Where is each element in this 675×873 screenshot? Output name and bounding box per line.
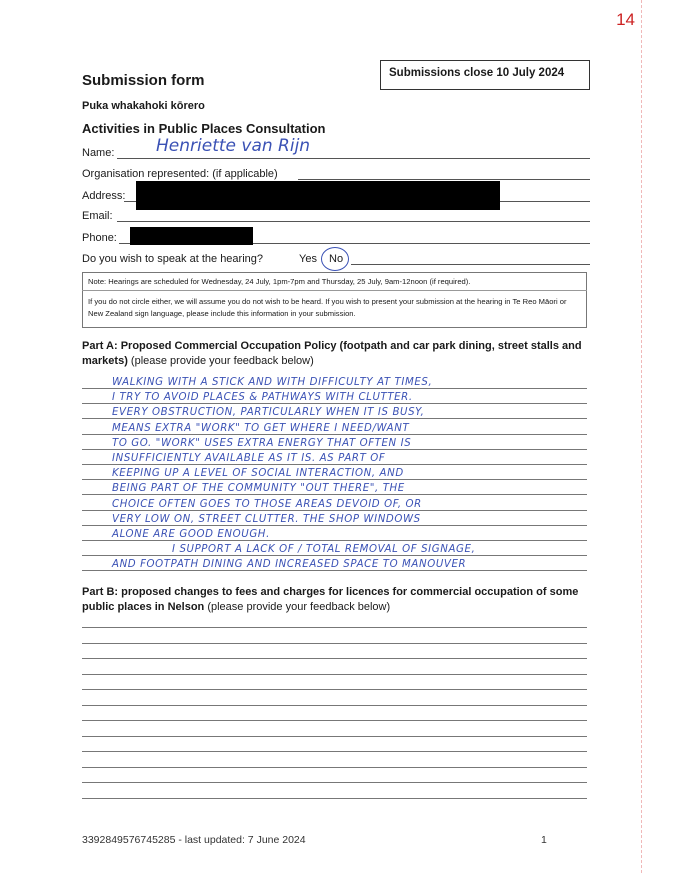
form-subtitle: Puka whakahoki kōrero: [82, 100, 205, 112]
name-value[interactable]: Henriette van Rijn: [156, 136, 311, 156]
email-label: Email:: [82, 210, 113, 222]
part-b-ruled-line[interactable]: [82, 674, 587, 675]
part-b-ruled-line[interactable]: [82, 705, 587, 706]
part-b-ruled-line[interactable]: [82, 736, 587, 737]
part-a-ruled-line: [82, 449, 587, 450]
no-circle-mark: [321, 247, 349, 271]
page-marker: 14: [616, 10, 635, 29]
part-b-ruled-line[interactable]: [82, 689, 587, 690]
part-b-heading-bold: Part B: proposed changes to fees and charges for licences for commercial occupation of some public places in Nelson: [82, 586, 579, 613]
part-a-handwritten-line: BEING PART OF THE COMMUNITY "OUT THERE", THE: [112, 483, 405, 495]
part-a-ruled-line: [82, 418, 587, 419]
part-a-ruled-line: [82, 494, 587, 495]
form-title: Submission form: [82, 72, 205, 89]
part-b-heading-rest: (please provide your feedback below): [204, 601, 391, 613]
part-a-handwritten-line: I TRY TO AVOID PLACES & PATHWAYS WITH CLUTTER.: [112, 392, 413, 404]
part-a-heading: [82, 339, 587, 369]
default-note: If you do not circle either, we will assume you do not wish to be heard. If you wish to present your submission at the hearing in Te Reo Māori or New Zealand sign language, please include this information in your submission.: [88, 297, 567, 318]
part-a-ruled-line: [82, 388, 587, 389]
page-edge: [641, 0, 642, 873]
phone-redaction: [130, 227, 253, 245]
note-divider: [82, 290, 587, 291]
part-a-handwritten-line: AND FOOTPATH DINING AND INCREASED SPACE TO MANOUVER: [112, 559, 467, 571]
footer-doc-ref: 3392849576745285 - last updated: 7 June 2024: [82, 834, 306, 846]
part-a-handwritten-line: ALONE ARE GOOD ENOUGH.: [112, 529, 270, 540]
speak-underline: [351, 264, 590, 265]
speak-label: Do you wish to speak at the hearing?: [82, 253, 264, 265]
name-label: Name:: [82, 147, 115, 159]
organisation-label: Organisation represented: (if applicable): [82, 168, 278, 180]
part-b-ruled-line[interactable]: [82, 720, 587, 721]
organisation-underline[interactable]: [298, 179, 590, 180]
part-b-ruled-line[interactable]: [82, 627, 587, 628]
part-a-handwritten-line: CHOICE OFTEN GOES TO THOSE AREAS DEVOID OF, OR: [112, 498, 422, 510]
part-a-ruled-line: [82, 525, 587, 526]
part-b-ruled-line[interactable]: [82, 767, 587, 768]
part-b-ruled-line[interactable]: [82, 798, 587, 799]
part-b-ruled-line[interactable]: [82, 751, 587, 752]
part-a-ruled-line: [82, 464, 587, 465]
part-a-ruled-line: [82, 434, 587, 435]
part-a-handwritten-line: MEANS EXTRA "WORK" TO GET WHERE I NEED/WANT: [112, 422, 410, 434]
part-b-ruled-line[interactable]: [82, 782, 587, 783]
part-a-handwritten-line: I SUPPORT A LACK OF / TOTAL REMOVAL OF SIGNAGE,: [172, 544, 476, 556]
part-a-heading-bold: Part A: Proposed Commercial Occupation Policy (footpath and car park dining, street stalls and markets): [82, 340, 582, 367]
part-a-handwritten-line: INSUFFICIENTLY AVAILABLE AS IT IS. AS PART OF: [112, 453, 386, 464]
part-b-ruled-line[interactable]: [82, 643, 587, 644]
deadline-box: Submissions close 10 July 2024: [380, 60, 590, 90]
part-a-ruled-line: [82, 510, 587, 511]
part-a-ruled-line: [82, 555, 587, 556]
consultation-title: Activities in Public Places Consultation: [82, 121, 326, 136]
part-a-ruled-line: [82, 403, 587, 404]
name-underline: [117, 158, 590, 159]
email-underline[interactable]: [117, 221, 590, 222]
part-a-handwritten-line: WALKING WITH A STICK AND WITH DIFFICULTY AT TIMES,: [112, 377, 433, 388]
part-a-handwritten-line: TO GO. "WORK" USES EXTRA ENERGY THAT OFTEN IS: [112, 437, 412, 449]
part-a-handwritten-line: VERY LOW ON, STREET CLUTTER. THE SHOP WINDOWS: [112, 513, 421, 525]
part-a-ruled-line: [82, 479, 587, 480]
yes-option[interactable]: Yes: [299, 253, 317, 265]
part-a-handwritten-line: EVERY OBSTRUCTION, PARTICULARLY WHEN IT IS BUSY,: [112, 407, 425, 419]
no-option[interactable]: No: [329, 253, 344, 265]
phone-label: Phone:: [82, 232, 117, 244]
part-b-heading: [82, 585, 587, 615]
part-a-handwritten-line: KEEPING UP A LEVEL OF SOCIAL INTERACTION, AND: [112, 468, 404, 480]
part-a-heading-rest: (please provide your feedback below): [127, 355, 314, 367]
part-b-ruled-line[interactable]: [82, 658, 587, 659]
part-a-ruled-line: [82, 540, 587, 541]
part-a-ruled-line: [82, 570, 587, 571]
address-label: Address:: [82, 190, 126, 202]
address-redaction: [136, 181, 500, 210]
hearing-note: Note: Hearings are scheduled for Wednesday, 24 July, 1pm-7pm and Thursday, 25 July, 9am-12noon (if required).: [88, 277, 471, 286]
footer-page-number: 1: [541, 834, 547, 846]
